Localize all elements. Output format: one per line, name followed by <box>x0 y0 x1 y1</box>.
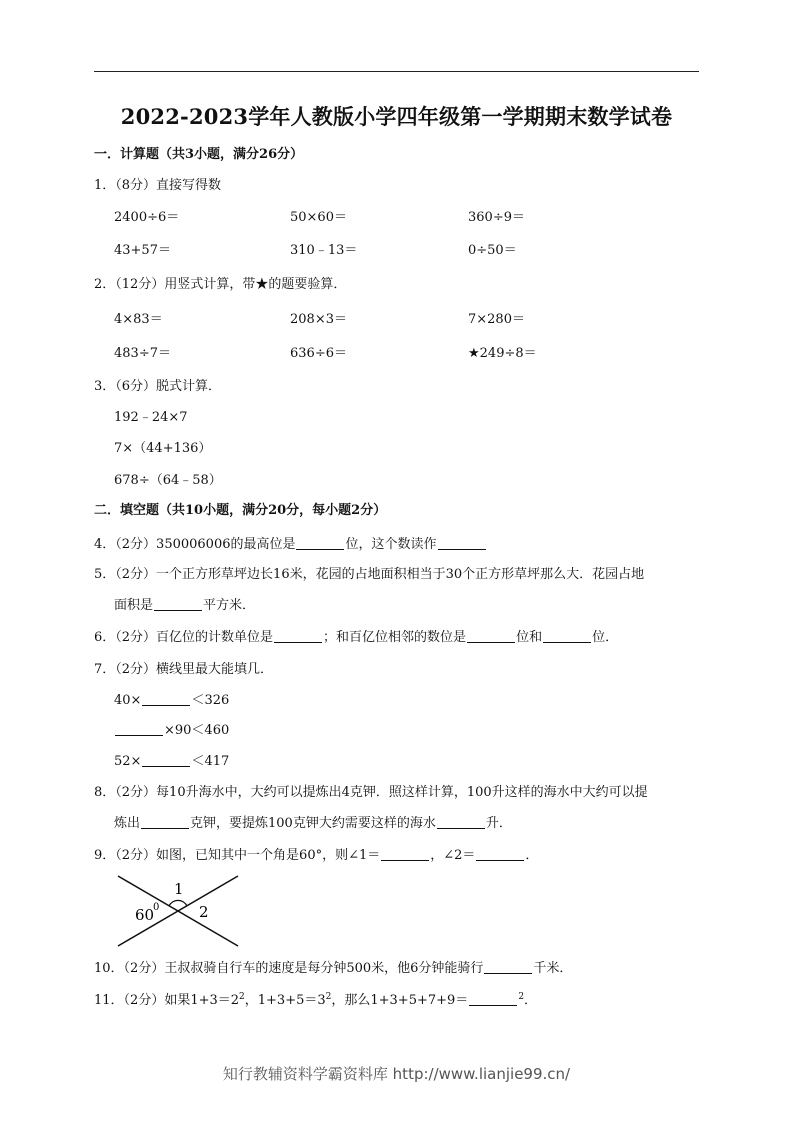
q6 <box>94 630 618 646</box>
answer-blank[interactable] <box>381 848 429 861</box>
page-title: 2022-2023学年人教版小学四年级第一学期期末数学试卷 <box>120 104 673 129</box>
q3-item-1: 192﹣24×7 <box>114 410 188 425</box>
q1-item-5: 310﹣13＝ <box>290 243 358 258</box>
answer-blank[interactable] <box>141 816 189 829</box>
q5-line1: 5．（2分）一个正方形草坪边长16米，花园的占地面积相当于30个正方形草坪那么大．花园占地 <box>94 567 645 582</box>
answer-blank[interactable] <box>476 848 524 861</box>
q11-sup-1: 2 <box>239 992 245 1002</box>
q11-sup-2: 2 <box>325 992 332 1002</box>
q7-r2-b: ×90＜460 <box>164 723 230 738</box>
answer-blank[interactable] <box>154 598 202 611</box>
angle-arc <box>169 900 187 906</box>
q7-r3-a: 52× <box>114 754 142 769</box>
q6-text-d: 位． <box>592 630 619 645</box>
q2-item-4: 483÷7＝ <box>114 346 171 361</box>
answer-blank[interactable] <box>296 537 344 550</box>
q6-text-c: 位和 <box>516 630 543 645</box>
q7-row3 <box>114 754 229 770</box>
answer-blank[interactable] <box>469 993 517 1006</box>
section2-heading: 二．填空题（共10小题，满分20分，每小题2分） <box>94 503 387 518</box>
angle-degree-mark: 0 <box>153 902 160 913</box>
q1-item-6: 0÷50＝ <box>468 243 517 258</box>
q10-text-a: 10．（2分）王叔叔骑自行车的速度是每分钟500米，他6分钟能骑行 <box>94 961 484 976</box>
answer-blank[interactable] <box>484 961 532 974</box>
q1-stem: 1．（8分）直接写得数 <box>94 178 222 193</box>
q4 <box>94 537 487 553</box>
q9-text-a: 9．（2分）如图，已知其中一个角是60°，则∠1＝ <box>94 848 381 863</box>
q11 <box>94 993 537 1009</box>
answer-blank[interactable] <box>115 723 163 736</box>
q3-stem: 3．（6分）脱式计算． <box>94 379 222 394</box>
q9-text-c: ． <box>525 848 539 863</box>
q7-stem: 7．（2分）横线里最大能填几． <box>94 662 274 677</box>
q11-text-c: ，那么1+3+5+7+9＝ <box>331 993 469 1008</box>
answer-blank[interactable] <box>467 630 515 643</box>
angle-label-60: 60 <box>135 906 155 924</box>
angle-label-2: 2 <box>199 903 209 921</box>
q5-text-a: 面积是 <box>114 598 154 613</box>
q9-text-b: ，∠2＝ <box>430 848 476 863</box>
q5-line2 <box>114 598 255 614</box>
q11-text-d: ． <box>524 993 538 1008</box>
q11-text-b: ，1+3+5＝3 <box>244 993 326 1008</box>
answer-blank[interactable] <box>437 816 485 829</box>
q7-row2 <box>114 723 229 739</box>
answer-blank[interactable] <box>438 537 486 550</box>
answer-blank[interactable] <box>274 630 322 643</box>
q2-item-6: ★249÷8＝ <box>468 346 537 361</box>
q1-item-1: 2400÷6＝ <box>114 210 180 225</box>
angle-label-1: 1 <box>174 880 184 898</box>
angle-figure <box>112 870 244 952</box>
q3-item-3: 678÷（64﹣58） <box>114 473 222 488</box>
q11-text-a: 11．（2分）如果1+3＝2 <box>94 993 240 1008</box>
q6-text-a: 6．（2分）百亿位的计数单位是 <box>94 630 274 645</box>
q8-text-a: 炼出 <box>114 816 141 831</box>
q7-row1 <box>114 693 229 709</box>
q10 <box>94 961 572 977</box>
q1-item-4: 43+57＝ <box>114 243 171 258</box>
q2-stem: 2．（12分）用竖式计算，带★的题要验算． <box>94 277 347 292</box>
footer-watermark: 知行教辅资料学霸资料库 http://www.lianjie99.cn/ <box>222 1065 571 1083</box>
q7-r1-a: 40× <box>114 693 142 708</box>
q1-item-2: 50×60＝ <box>290 210 347 225</box>
q4-text-a: 4．（2分）350006006的最高位是 <box>94 537 296 552</box>
q1-item-3: 360÷9＝ <box>468 210 525 225</box>
top-rule <box>94 71 699 72</box>
answer-blank[interactable] <box>142 693 190 706</box>
q10-text-b: 千米． <box>533 961 573 976</box>
q8-text-c: 升． <box>485 816 512 831</box>
q2-item-5: 636÷6＝ <box>290 346 347 361</box>
q7-r1-b: ＜326 <box>191 693 230 708</box>
q3-item-2: 7×（44+136） <box>114 441 212 456</box>
section1-heading: 一．计算题（共3小题，满分26分） <box>94 147 304 162</box>
answer-blank[interactable] <box>142 754 190 767</box>
q2-item-2: 208×3＝ <box>290 312 347 327</box>
q4-text-b: 位，这个数读作 <box>345 537 437 552</box>
q11-sup-3: 2 <box>518 992 525 1002</box>
q2-item-1: 4×83＝ <box>114 312 163 327</box>
q7-r3-b: ＜417 <box>191 754 230 769</box>
q2-item-3: 7×280＝ <box>468 312 525 327</box>
answer-blank[interactable] <box>543 630 591 643</box>
q6-text-b: ；和百亿位相邻的数位是 <box>323 630 467 645</box>
q9 <box>94 848 538 864</box>
q8-line2 <box>114 816 512 832</box>
q8-text-b: 克钾，要提炼100克钾大约需要这样的海水 <box>190 816 436 831</box>
q5-text-b: 平方米． <box>203 598 256 613</box>
q8-line1: 8．（2分）每10升海水中，大约可以提炼出4克钾．照这样计算，100升这样的海水中大约可以提 <box>94 785 648 800</box>
